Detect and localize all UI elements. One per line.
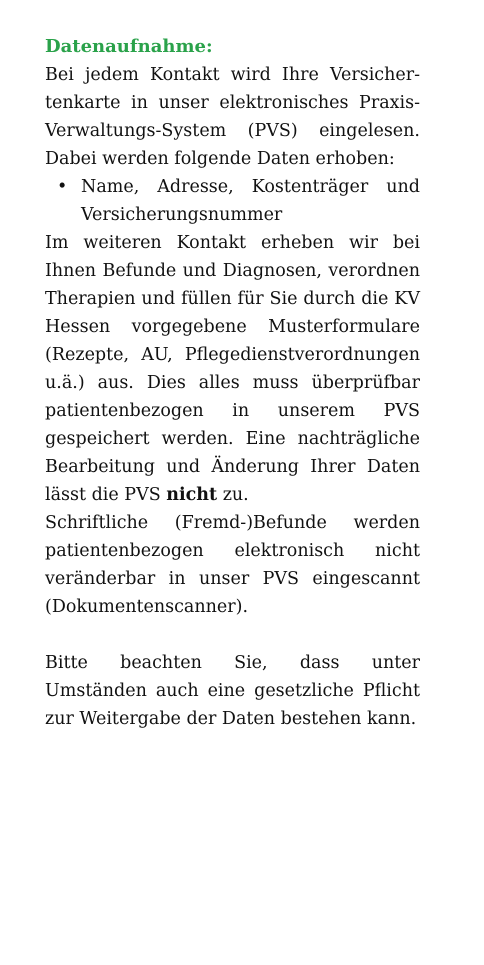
paragraph-scanned-findings: Schriftliche (Fremd-)Befunde werden patientenbezogen elektronisch nicht veränderbar in unser PVS eingescannt (Dokumentenscanner). bbox=[45, 513, 420, 617]
paragraph-data-processing bbox=[45, 229, 420, 509]
document-page bbox=[45, 33, 420, 733]
paragraph2-text-start: Im weiteren Kontakt erheben wir bei Ihnen Befunde und Diagnosen, verordnen Therapien und füllen für Sie durch die KV Hessen vorgegebene Musterformulare (Rezepte, AU, Pflegedienstverordnungen u.ä.) aus. Dies alles muss überprüfbar patientenbezogen in unserem PVS gespeichert werden. Eine nachträgliche Bearbeitung und Änderung Ihrer Daten lässt die PVS bbox=[45, 233, 420, 505]
paragraph-spacer bbox=[45, 621, 420, 649]
paragraph-legal-notice: Bitte beachten Sie, dass unter Umständen auch eine gesetzliche Pflicht zur Weitergabe der Daten bestehen kann. bbox=[45, 653, 420, 729]
paragraph2-emphasis: nicht bbox=[166, 485, 218, 505]
intro-paragraph: Bei jedem Kontakt wird Ihre Versicher-tenkarte in unser elektronisches Praxis-Verwaltungs-System (PVS) eingelesen. Dabei werden folgende Daten erhoben: bbox=[45, 65, 420, 169]
paragraph2-text-end: zu. bbox=[217, 485, 249, 505]
bullet-list-item bbox=[45, 173, 420, 229]
section-heading: Datenaufnahme: bbox=[45, 36, 213, 57]
bullet-icon: • bbox=[57, 177, 68, 197]
bullet-item-text: Name, Adresse, Kostenträger und Versicherungsnummer bbox=[81, 177, 420, 225]
